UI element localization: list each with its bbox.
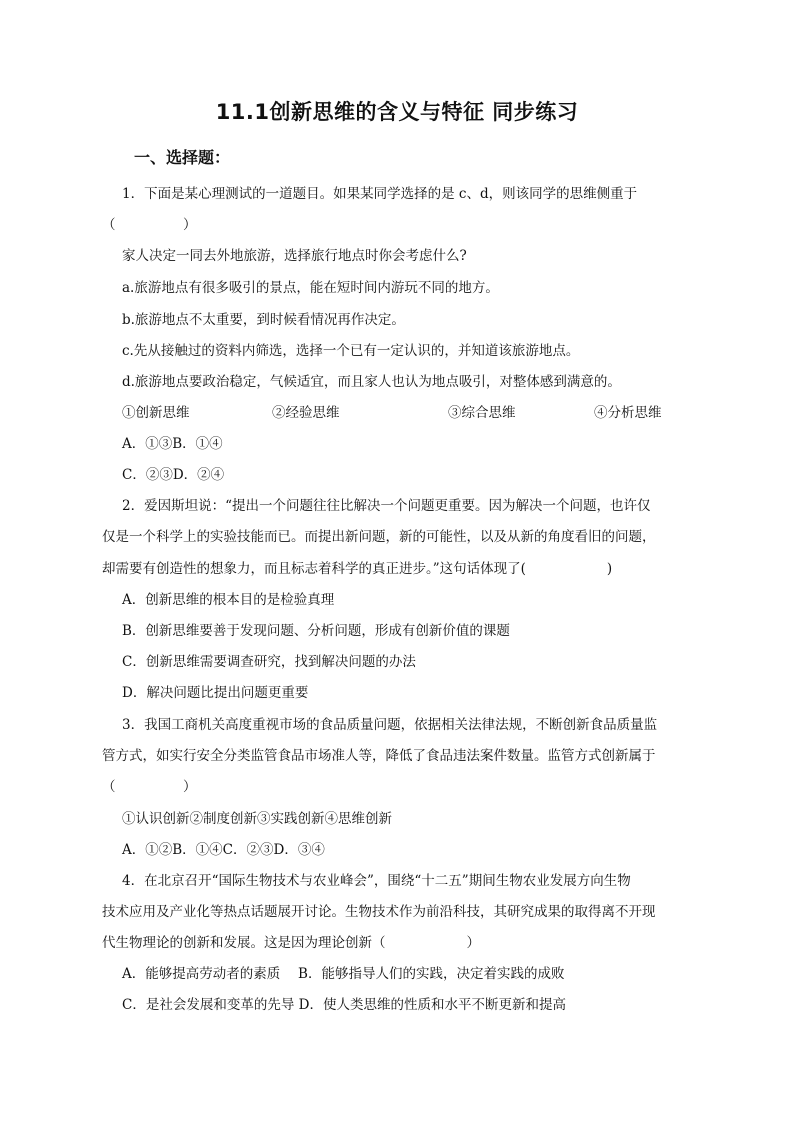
page-title: 11.1创新思维的含义与特征 同步练习	[215, 100, 579, 124]
question-2-option-d: D．解决问题比提出问题更重要	[122, 685, 309, 701]
question-4-stem-line-3: 代生物理论的创新和发展。这是因为理论创新（ ）	[102, 935, 480, 951]
question-1-stem: 1．下面是某心理测试的一道题目。如果某同学选择的是 c、d，则该同学的思维侧重于	[122, 186, 638, 202]
question-1-intro: 家人决定一同去外地旅游，选择旅行地点时你会考虑什么?	[122, 248, 467, 264]
question-4-options-cd: C．是社会发展和变革的先导 D．使人类思维的性质和水平不断更新和提高	[122, 997, 566, 1013]
question-1-blank: （ ）	[102, 217, 197, 233]
question-2-option-c: C．创新思维需要调查研究，找到解决问题的办法	[122, 654, 416, 670]
question-1-choice-b: b.旅游地点不太重要，到时候看情况再作决定。	[122, 312, 405, 328]
question-1-item-1: ①创新思维	[122, 405, 190, 421]
question-2-stem-line-3: 却需要有创造性的想象力，而且标志着科学的真正进步。”这句话体现了( )	[102, 561, 613, 577]
question-1-choice-c: c.先从接触过的资料内筛选，选择一个已有一定认识的，并知道该旅游地点。	[122, 343, 580, 359]
question-3-stem-line-2: 管方式，如实行安全分类监管食品市场准人等，降低了食品违法案件数量。监管方式创新属于	[102, 748, 656, 764]
question-1-answers-ab: A．①③B．①④	[122, 436, 223, 452]
question-1-item-3: ③综合思维	[448, 405, 516, 421]
question-1-item-2: ②经验思维	[272, 405, 340, 421]
question-1-choice-a: a.旅游地点有很多吸引的景点，能在短时间内游玩不同的地方。	[122, 280, 499, 296]
question-1-choice-d: d.旅游地点要政治稳定，气候适宜，而且家人也认为地点吸引，对整体感到满意的。	[122, 374, 621, 390]
question-1-answers-cd: C．②③D．②④	[122, 467, 225, 483]
question-1-item-4: ④分析思维	[594, 405, 662, 421]
question-2-stem-line-2: 仅是一个科学上的实验技能而已。而提出新问题，新的可能性，以及从新的角度看旧的问题，	[102, 529, 656, 545]
question-2-option-b: B．创新思维要善于发现问题、分析问题，形成有创新价值的课题	[122, 623, 510, 639]
question-4-options-ab: A．能够提高劳动者的素质 B．能够指导人们的实践，决定着实践的成败	[122, 966, 565, 982]
question-3-items: ①认识创新②制度创新③实践创新④思维创新	[122, 811, 392, 827]
question-3-stem-line-1: 3．我国工商机关高度重视市场的食品质量问题，依据相关法律法规，不断创新食品质量监	[122, 717, 658, 733]
question-2-stem-line-1: 2．爱因斯坦说：“提出一个问题往往比解决一个问题更重要。因为解决一个问题，也许仅	[122, 498, 651, 514]
question-2-option-a: A．创新思维的根本目的是检验真理	[122, 592, 335, 608]
section-heading: 一、选择题：	[134, 148, 231, 167]
question-4-stem-line-1: 4．在北京召开“国际生物技术与农业峰会”，围绕“十二五”期间生物农业发展方向生物	[122, 873, 631, 889]
question-3-blank: （ ）	[102, 779, 197, 795]
question-4-stem-line-2: 技术应用及产业化等热点话题展开讨论。生物技术作为前沿科技，其研究成果的取得离不开现	[102, 904, 656, 920]
question-3-answers: A．①②B．①④C．②③D．③④	[122, 842, 325, 858]
